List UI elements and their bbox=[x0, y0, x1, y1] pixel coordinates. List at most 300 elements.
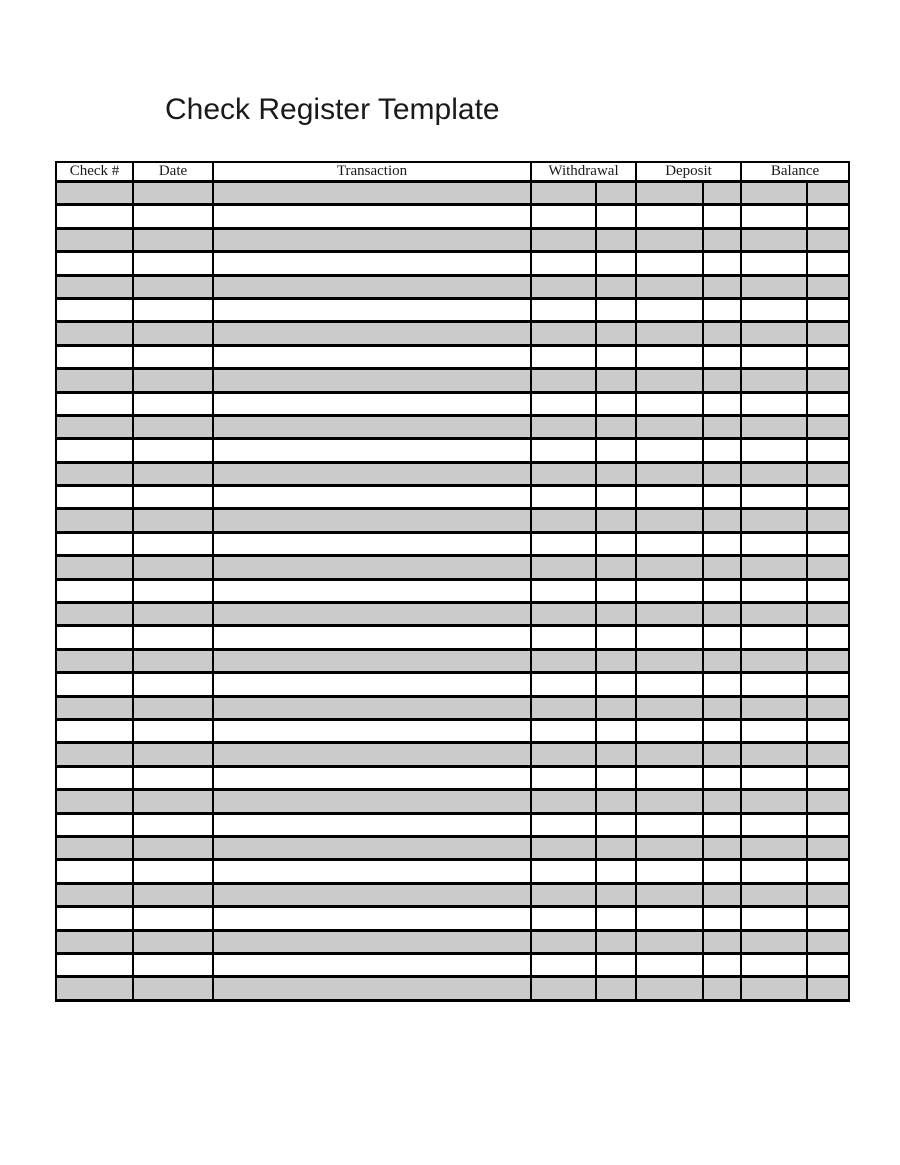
cell-transaction bbox=[213, 649, 531, 672]
cell-deposit-cents bbox=[703, 883, 741, 906]
cell-date bbox=[133, 486, 213, 509]
cell-deposit-cents bbox=[703, 509, 741, 532]
cell-withdrawal-amount bbox=[531, 252, 596, 275]
cell-withdrawal-cents bbox=[596, 930, 636, 953]
cell-transaction bbox=[213, 486, 531, 509]
cell-check-number bbox=[56, 415, 133, 438]
register-row bbox=[56, 579, 849, 602]
cell-check-number bbox=[56, 228, 133, 251]
cell-balance-cents bbox=[807, 813, 849, 836]
cell-deposit-amount bbox=[636, 907, 703, 930]
cell-transaction bbox=[213, 579, 531, 602]
cell-deposit-cents bbox=[703, 907, 741, 930]
cell-balance-amount bbox=[741, 977, 807, 1000]
register-row bbox=[56, 743, 849, 766]
cell-deposit-cents bbox=[703, 228, 741, 251]
cell-deposit-cents bbox=[703, 298, 741, 321]
cell-withdrawal-amount bbox=[531, 439, 596, 462]
cell-transaction bbox=[213, 182, 531, 205]
cell-balance-amount bbox=[741, 439, 807, 462]
cell-date bbox=[133, 205, 213, 228]
cell-deposit-cents bbox=[703, 486, 741, 509]
cell-check-number bbox=[56, 836, 133, 859]
cell-transaction bbox=[213, 790, 531, 813]
cell-date bbox=[133, 462, 213, 485]
cell-balance-amount bbox=[741, 509, 807, 532]
cell-deposit-cents bbox=[703, 766, 741, 789]
cell-balance-cents bbox=[807, 649, 849, 672]
cell-withdrawal-cents bbox=[596, 977, 636, 1000]
cell-check-number bbox=[56, 322, 133, 345]
column-header-deposit: Deposit bbox=[636, 162, 741, 182]
cell-date bbox=[133, 322, 213, 345]
cell-transaction bbox=[213, 673, 531, 696]
cell-deposit-amount bbox=[636, 205, 703, 228]
register-row bbox=[56, 719, 849, 742]
cell-deposit-cents bbox=[703, 790, 741, 813]
cell-date bbox=[133, 556, 213, 579]
cell-deposit-cents bbox=[703, 603, 741, 626]
cell-date bbox=[133, 766, 213, 789]
register-row bbox=[56, 392, 849, 415]
cell-deposit-cents bbox=[703, 719, 741, 742]
cell-deposit-amount bbox=[636, 275, 703, 298]
cell-deposit-amount bbox=[636, 369, 703, 392]
cell-deposit-amount bbox=[636, 626, 703, 649]
cell-transaction bbox=[213, 626, 531, 649]
page-title: Check Register Template bbox=[165, 93, 500, 126]
cell-balance-cents bbox=[807, 228, 849, 251]
cell-deposit-cents bbox=[703, 415, 741, 438]
cell-transaction bbox=[213, 415, 531, 438]
cell-balance-amount bbox=[741, 486, 807, 509]
cell-deposit-amount bbox=[636, 696, 703, 719]
cell-transaction bbox=[213, 930, 531, 953]
register-row bbox=[56, 860, 849, 883]
cell-balance-cents bbox=[807, 860, 849, 883]
cell-deposit-amount bbox=[636, 930, 703, 953]
cell-withdrawal-cents bbox=[596, 790, 636, 813]
cell-balance-amount bbox=[741, 790, 807, 813]
cell-date bbox=[133, 836, 213, 859]
cell-check-number bbox=[56, 275, 133, 298]
cell-transaction bbox=[213, 766, 531, 789]
register-row bbox=[56, 462, 849, 485]
register-row bbox=[56, 322, 849, 345]
cell-withdrawal-amount bbox=[531, 182, 596, 205]
cell-withdrawal-cents bbox=[596, 719, 636, 742]
cell-check-number bbox=[56, 345, 133, 368]
cell-deposit-amount bbox=[636, 883, 703, 906]
cell-balance-cents bbox=[807, 275, 849, 298]
cell-deposit-amount bbox=[636, 462, 703, 485]
cell-withdrawal-cents bbox=[596, 907, 636, 930]
cell-check-number bbox=[56, 252, 133, 275]
cell-withdrawal-amount bbox=[531, 369, 596, 392]
cell-transaction bbox=[213, 977, 531, 1000]
cell-deposit-amount bbox=[636, 790, 703, 813]
cell-balance-amount bbox=[741, 813, 807, 836]
cell-balance-amount bbox=[741, 462, 807, 485]
cell-transaction bbox=[213, 439, 531, 462]
cell-withdrawal-amount bbox=[531, 603, 596, 626]
cell-withdrawal-cents bbox=[596, 345, 636, 368]
cell-transaction bbox=[213, 392, 531, 415]
cell-balance-cents bbox=[807, 439, 849, 462]
cell-deposit-cents bbox=[703, 930, 741, 953]
cell-balance-amount bbox=[741, 556, 807, 579]
cell-balance-cents bbox=[807, 977, 849, 1000]
cell-balance-cents bbox=[807, 322, 849, 345]
cell-deposit-amount bbox=[636, 556, 703, 579]
cell-transaction bbox=[213, 696, 531, 719]
cell-withdrawal-amount bbox=[531, 345, 596, 368]
cell-date bbox=[133, 743, 213, 766]
register-row bbox=[56, 509, 849, 532]
cell-transaction bbox=[213, 532, 531, 555]
cell-withdrawal-cents bbox=[596, 462, 636, 485]
cell-deposit-amount bbox=[636, 298, 703, 321]
cell-withdrawal-cents bbox=[596, 696, 636, 719]
cell-check-number bbox=[56, 392, 133, 415]
cell-transaction bbox=[213, 883, 531, 906]
cell-date bbox=[133, 860, 213, 883]
cell-deposit-amount bbox=[636, 743, 703, 766]
cell-withdrawal-cents bbox=[596, 813, 636, 836]
cell-deposit-amount bbox=[636, 836, 703, 859]
cell-check-number bbox=[56, 673, 133, 696]
cell-date bbox=[133, 182, 213, 205]
cell-withdrawal-amount bbox=[531, 415, 596, 438]
cell-date bbox=[133, 415, 213, 438]
cell-balance-amount bbox=[741, 275, 807, 298]
cell-deposit-cents bbox=[703, 252, 741, 275]
cell-withdrawal-cents bbox=[596, 836, 636, 859]
register-row bbox=[56, 532, 849, 555]
cell-deposit-amount bbox=[636, 673, 703, 696]
cell-date bbox=[133, 579, 213, 602]
cell-check-number bbox=[56, 977, 133, 1000]
cell-deposit-cents bbox=[703, 696, 741, 719]
cell-deposit-cents bbox=[703, 392, 741, 415]
cell-withdrawal-cents bbox=[596, 486, 636, 509]
cell-date bbox=[133, 930, 213, 953]
cell-balance-cents bbox=[807, 743, 849, 766]
cell-deposit-amount bbox=[636, 766, 703, 789]
cell-balance-amount bbox=[741, 369, 807, 392]
register-row bbox=[56, 673, 849, 696]
cell-deposit-amount bbox=[636, 977, 703, 1000]
cell-deposit-amount bbox=[636, 415, 703, 438]
cell-transaction bbox=[213, 743, 531, 766]
cell-withdrawal-cents bbox=[596, 509, 636, 532]
cell-date bbox=[133, 977, 213, 1000]
cell-date bbox=[133, 509, 213, 532]
cell-withdrawal-cents bbox=[596, 298, 636, 321]
cell-deposit-amount bbox=[636, 345, 703, 368]
register-row bbox=[56, 369, 849, 392]
register-row bbox=[56, 486, 849, 509]
cell-deposit-cents bbox=[703, 860, 741, 883]
cell-deposit-cents bbox=[703, 345, 741, 368]
cell-balance-cents bbox=[807, 205, 849, 228]
cell-check-number bbox=[56, 860, 133, 883]
cell-check-number bbox=[56, 930, 133, 953]
cell-date bbox=[133, 907, 213, 930]
cell-withdrawal-cents bbox=[596, 579, 636, 602]
cell-balance-amount bbox=[741, 205, 807, 228]
cell-withdrawal-cents bbox=[596, 205, 636, 228]
cell-transaction bbox=[213, 953, 531, 976]
cell-check-number bbox=[56, 509, 133, 532]
cell-deposit-amount bbox=[636, 252, 703, 275]
cell-withdrawal-cents bbox=[596, 649, 636, 672]
cell-balance-amount bbox=[741, 836, 807, 859]
cell-balance-cents bbox=[807, 298, 849, 321]
register-row bbox=[56, 696, 849, 719]
cell-withdrawal-amount bbox=[531, 860, 596, 883]
cell-deposit-cents bbox=[703, 556, 741, 579]
cell-deposit-cents bbox=[703, 673, 741, 696]
register-row bbox=[56, 275, 849, 298]
cell-deposit-cents bbox=[703, 813, 741, 836]
cell-check-number bbox=[56, 369, 133, 392]
cell-deposit-amount bbox=[636, 860, 703, 883]
cell-withdrawal-cents bbox=[596, 275, 636, 298]
header-row bbox=[56, 162, 849, 182]
cell-check-number bbox=[56, 626, 133, 649]
cell-withdrawal-cents bbox=[596, 953, 636, 976]
cell-withdrawal-amount bbox=[531, 930, 596, 953]
cell-transaction bbox=[213, 556, 531, 579]
cell-withdrawal-cents bbox=[596, 252, 636, 275]
cell-transaction bbox=[213, 205, 531, 228]
cell-date bbox=[133, 275, 213, 298]
cell-deposit-cents bbox=[703, 579, 741, 602]
cell-deposit-amount bbox=[636, 486, 703, 509]
column-header-transaction: Transaction bbox=[213, 162, 531, 182]
cell-balance-amount bbox=[741, 860, 807, 883]
cell-deposit-cents bbox=[703, 462, 741, 485]
cell-withdrawal-amount bbox=[531, 649, 596, 672]
cell-withdrawal-cents bbox=[596, 766, 636, 789]
register-row bbox=[56, 790, 849, 813]
cell-date bbox=[133, 298, 213, 321]
cell-date bbox=[133, 673, 213, 696]
cell-balance-cents bbox=[807, 719, 849, 742]
cell-check-number bbox=[56, 743, 133, 766]
cell-deposit-amount bbox=[636, 603, 703, 626]
cell-balance-amount bbox=[741, 392, 807, 415]
cell-balance-amount bbox=[741, 252, 807, 275]
cell-date bbox=[133, 532, 213, 555]
cell-withdrawal-cents bbox=[596, 439, 636, 462]
cell-check-number bbox=[56, 486, 133, 509]
cell-withdrawal-amount bbox=[531, 462, 596, 485]
cell-deposit-amount bbox=[636, 509, 703, 532]
cell-deposit-cents bbox=[703, 743, 741, 766]
cell-withdrawal-amount bbox=[531, 228, 596, 251]
cell-transaction bbox=[213, 298, 531, 321]
register-row bbox=[56, 626, 849, 649]
cell-transaction bbox=[213, 603, 531, 626]
cell-withdrawal-cents bbox=[596, 392, 636, 415]
cell-withdrawal-amount bbox=[531, 298, 596, 321]
cell-withdrawal-amount bbox=[531, 275, 596, 298]
cell-check-number bbox=[56, 556, 133, 579]
register-row bbox=[56, 345, 849, 368]
cell-withdrawal-amount bbox=[531, 696, 596, 719]
cell-balance-amount bbox=[741, 883, 807, 906]
cell-balance-cents bbox=[807, 930, 849, 953]
cell-date bbox=[133, 252, 213, 275]
cell-check-number bbox=[56, 907, 133, 930]
register-row bbox=[56, 836, 849, 859]
register-row bbox=[56, 953, 849, 976]
cell-deposit-amount bbox=[636, 579, 703, 602]
cell-date bbox=[133, 696, 213, 719]
cell-deposit-cents bbox=[703, 182, 741, 205]
cell-balance-amount bbox=[741, 649, 807, 672]
cell-check-number bbox=[56, 883, 133, 906]
cell-transaction bbox=[213, 813, 531, 836]
cell-transaction bbox=[213, 719, 531, 742]
cell-balance-amount bbox=[741, 298, 807, 321]
cell-withdrawal-amount bbox=[531, 579, 596, 602]
register-row bbox=[56, 205, 849, 228]
cell-deposit-cents bbox=[703, 649, 741, 672]
cell-deposit-cents bbox=[703, 532, 741, 555]
cell-withdrawal-amount bbox=[531, 977, 596, 1000]
cell-check-number bbox=[56, 790, 133, 813]
register-row bbox=[56, 298, 849, 321]
register-row bbox=[56, 813, 849, 836]
cell-withdrawal-cents bbox=[596, 626, 636, 649]
cell-check-number bbox=[56, 719, 133, 742]
cell-withdrawal-amount bbox=[531, 953, 596, 976]
register-row bbox=[56, 252, 849, 275]
cell-check-number bbox=[56, 813, 133, 836]
cell-balance-amount bbox=[741, 696, 807, 719]
cell-balance-cents bbox=[807, 415, 849, 438]
cell-balance-cents bbox=[807, 953, 849, 976]
register-rows bbox=[56, 182, 849, 1001]
register-row bbox=[56, 182, 849, 205]
column-header-check-number: Check # bbox=[56, 162, 133, 182]
register-row bbox=[56, 649, 849, 672]
cell-date bbox=[133, 883, 213, 906]
cell-withdrawal-cents bbox=[596, 415, 636, 438]
cell-balance-amount bbox=[741, 766, 807, 789]
cell-withdrawal-cents bbox=[596, 228, 636, 251]
cell-deposit-amount bbox=[636, 439, 703, 462]
cell-balance-cents bbox=[807, 907, 849, 930]
cell-balance-cents bbox=[807, 603, 849, 626]
cell-deposit-cents bbox=[703, 836, 741, 859]
cell-withdrawal-cents bbox=[596, 532, 636, 555]
cell-deposit-amount bbox=[636, 532, 703, 555]
cell-balance-cents bbox=[807, 579, 849, 602]
cell-transaction bbox=[213, 836, 531, 859]
cell-withdrawal-amount bbox=[531, 322, 596, 345]
cell-transaction bbox=[213, 345, 531, 368]
cell-balance-cents bbox=[807, 883, 849, 906]
cell-withdrawal-cents bbox=[596, 603, 636, 626]
register-row bbox=[56, 603, 849, 626]
cell-withdrawal-amount bbox=[531, 673, 596, 696]
cell-date bbox=[133, 790, 213, 813]
cell-check-number bbox=[56, 696, 133, 719]
cell-balance-cents bbox=[807, 462, 849, 485]
cell-withdrawal-amount bbox=[531, 883, 596, 906]
cell-deposit-amount bbox=[636, 182, 703, 205]
cell-deposit-cents bbox=[703, 439, 741, 462]
cell-deposit-cents bbox=[703, 275, 741, 298]
cell-date bbox=[133, 813, 213, 836]
register-row bbox=[56, 415, 849, 438]
cell-deposit-amount bbox=[636, 719, 703, 742]
cell-deposit-amount bbox=[636, 649, 703, 672]
cell-check-number bbox=[56, 953, 133, 976]
cell-date bbox=[133, 626, 213, 649]
cell-balance-amount bbox=[741, 626, 807, 649]
cell-balance-cents bbox=[807, 182, 849, 205]
cell-balance-cents bbox=[807, 790, 849, 813]
cell-check-number bbox=[56, 579, 133, 602]
cell-balance-amount bbox=[741, 930, 807, 953]
cell-withdrawal-amount bbox=[531, 626, 596, 649]
cell-balance-amount bbox=[741, 743, 807, 766]
cell-balance-amount bbox=[741, 603, 807, 626]
cell-balance-amount bbox=[741, 532, 807, 555]
cell-balance-amount bbox=[741, 322, 807, 345]
cell-transaction bbox=[213, 228, 531, 251]
cell-balance-amount bbox=[741, 182, 807, 205]
cell-check-number bbox=[56, 603, 133, 626]
cell-balance-amount bbox=[741, 228, 807, 251]
cell-transaction bbox=[213, 369, 531, 392]
cell-withdrawal-amount bbox=[531, 532, 596, 555]
cell-transaction bbox=[213, 860, 531, 883]
cell-check-number bbox=[56, 766, 133, 789]
cell-withdrawal-amount bbox=[531, 719, 596, 742]
cell-withdrawal-cents bbox=[596, 369, 636, 392]
cell-date bbox=[133, 369, 213, 392]
cell-balance-amount bbox=[741, 415, 807, 438]
cell-date bbox=[133, 439, 213, 462]
cell-withdrawal-amount bbox=[531, 907, 596, 930]
register-row bbox=[56, 883, 849, 906]
register-row bbox=[56, 930, 849, 953]
cell-balance-cents bbox=[807, 486, 849, 509]
cell-withdrawal-cents bbox=[596, 556, 636, 579]
column-header-withdrawal: Withdrawal bbox=[531, 162, 636, 182]
cell-withdrawal-cents bbox=[596, 182, 636, 205]
cell-deposit-amount bbox=[636, 322, 703, 345]
cell-date bbox=[133, 228, 213, 251]
register-row bbox=[56, 228, 849, 251]
cell-balance-cents bbox=[807, 532, 849, 555]
cell-date bbox=[133, 603, 213, 626]
cell-balance-cents bbox=[807, 345, 849, 368]
cell-transaction bbox=[213, 252, 531, 275]
cell-balance-cents bbox=[807, 252, 849, 275]
cell-deposit-cents bbox=[703, 322, 741, 345]
cell-check-number bbox=[56, 298, 133, 321]
cell-deposit-amount bbox=[636, 228, 703, 251]
column-header-date: Date bbox=[133, 162, 213, 182]
register-row bbox=[56, 439, 849, 462]
